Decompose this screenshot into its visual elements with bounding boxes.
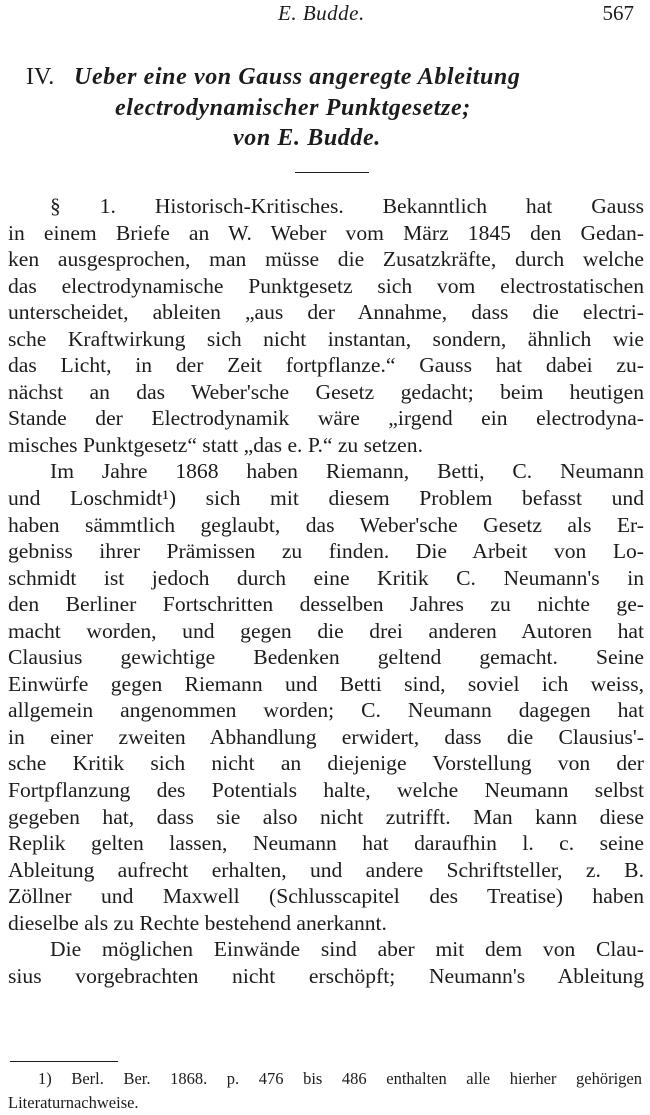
text-line: sche Kraftwirkung sich nicht instantan, sondern, ähnlich wie: [8, 326, 644, 351]
title-text-1: Ueber eine von Gauss angeregte Ableitung: [74, 64, 521, 90]
text-line: unterscheidet, ableiten „aus der Annahme, dass die electri-: [8, 300, 644, 325]
text-line: den Berliner Fortschritten desselben Jahres zu nichte ge-: [8, 592, 644, 617]
text-line: misches Punktgesetz“ statt „das e. P.“ zu setzen.: [8, 432, 423, 457]
title-divider: [295, 172, 369, 173]
footnote: [8, 1067, 642, 1115]
text-line: Die möglichen Einwände sind aber mit dem von Clau-: [50, 937, 644, 962]
text-line: Zöllner und Maxwell (Schlusscapitel des Treatise) haben: [8, 884, 644, 909]
title-line-2: electrodynamischer Punktgesetze;: [115, 95, 471, 121]
text-line: § 1. Historisch-Kritisches. Bekanntlich hat Gauss: [50, 194, 644, 218]
text-line: sche Kritik sich nicht an diejenige Vorstellung von der: [8, 751, 644, 776]
footnote-line: Literaturnachweise.: [8, 1093, 139, 1112]
body-text: [8, 193, 644, 989]
text-line: Replik gelten lassen, Neumann hat daraufhin l. c. seine: [8, 831, 644, 856]
footnote-line: 1) Berl. Ber. 1868. p. 476 bis 486 enthalten alle hierher gehörigen: [38, 1069, 642, 1088]
text-line: in einer zweiten Abhandlung erwidert, dass die Clausius'-: [8, 724, 644, 749]
text-line: Clausius gewichtige Bedenken geltend gemacht. Seine: [8, 645, 644, 670]
text-line: Einwürfe gegen Riemann und Betti sind, soviel ich weiss,: [8, 671, 644, 696]
text-line: gebniss ihrer Prämissen zu finden. Die Arbeit von Lo-: [8, 539, 644, 564]
text-line: dieselbe als zu Rechte bestehend anerkannt.: [8, 910, 387, 935]
section-number: IV.: [26, 64, 55, 90]
text-line: Ableitung aufrecht erhalten, und andere Schriftsteller, z. B.: [8, 857, 644, 882]
text-line: das Licht, in der Zeit fortpflanze.“ Gauss hat dabei zu-: [8, 353, 644, 378]
page-number: 567: [602, 1, 634, 25]
text-line: Im Jahre 1868 haben Riemann, Betti, C. Neumann: [50, 459, 644, 484]
text-line: das electrodynamische Punktgesetz sich vom electrostatischen: [8, 273, 644, 298]
text-line: haben sämmtlich geglaubt, das Weber'sche Gesetz als Er-: [8, 512, 644, 537]
text-line: allgemein angenommen worden; C. Neumann dagegen hat: [8, 698, 644, 723]
title-line-1: [26, 64, 520, 91]
text-line: sius vorgebrachten nicht erschöpft; Neumann's Ableitung: [8, 963, 644, 988]
text-line: Fortpflanzung des Potentials halte, welche Neumann selbst: [8, 778, 644, 803]
text-line: macht worden, und gegen die drei anderen Autoren hat: [8, 618, 644, 643]
running-head-author: E. Budde.: [278, 1, 365, 25]
text-line: Stande der Electrodynamik wäre „irgend ein electrodyna-: [8, 406, 644, 431]
text-line: und Loschmidt¹) sich mit diesem Problem befasst und: [8, 486, 644, 511]
text-line: schmidt ist jedoch durch eine Kritik C. Neumann's in: [8, 565, 644, 590]
running-header: [0, 0, 650, 26]
text-line: in einem Briefe an W. Weber vom März 1845 den Gedan-: [8, 220, 644, 245]
title-author-line: von E. Budde.: [233, 125, 381, 151]
text-line: ken ausgesprochen, man müsse die Zusatzkräfte, durch welche: [8, 247, 644, 272]
footnote-divider: [10, 1061, 118, 1062]
text-line: gegeben hat, dass sie also nicht zutrifft. Man kann diese: [8, 804, 644, 829]
text-line: nächst an das Weber'sche Gesetz gedacht; beim heutigen: [8, 379, 644, 404]
